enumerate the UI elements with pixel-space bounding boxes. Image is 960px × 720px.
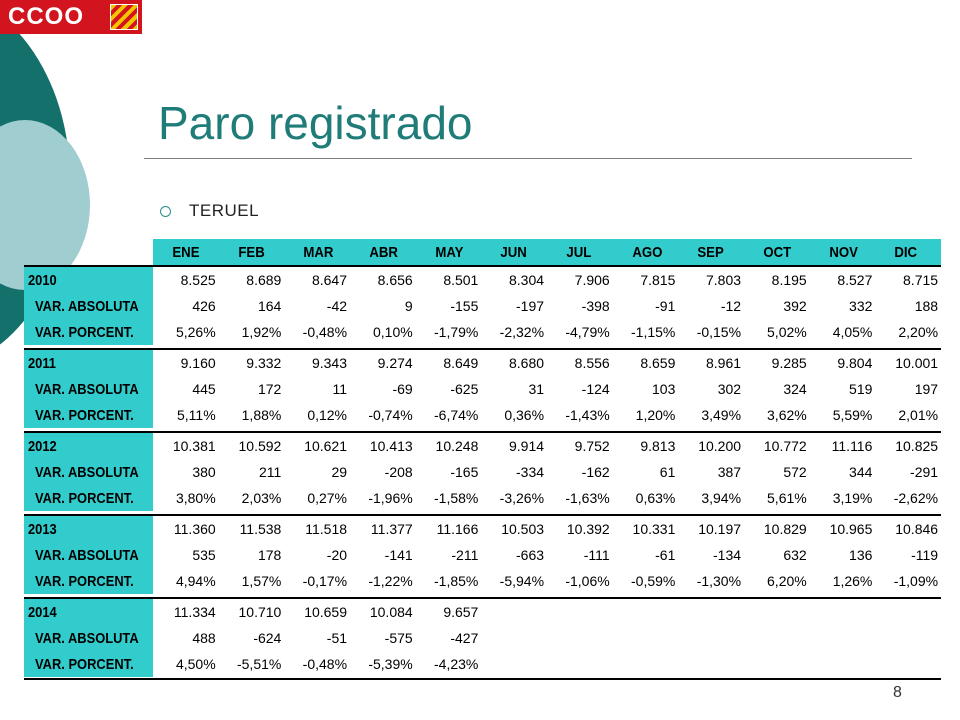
table-cell: 10.621 bbox=[304, 438, 348, 454]
table-cell: 103 bbox=[652, 381, 676, 397]
table-cell: -69 bbox=[392, 381, 413, 397]
row-values bbox=[153, 267, 941, 293]
table-cell: -208 bbox=[384, 464, 413, 480]
table-cell: 387 bbox=[717, 464, 742, 480]
table-cell: 211 bbox=[259, 464, 282, 480]
table-cell: -1,30% bbox=[696, 573, 742, 589]
table-cell: -51 bbox=[326, 630, 348, 646]
row-label-text: VAR. PORCENT. bbox=[35, 489, 134, 507]
table-cell: 7.803 bbox=[706, 272, 742, 288]
row-label bbox=[24, 542, 153, 568]
table-cell: 5,61% bbox=[767, 490, 807, 506]
table-bottom-rule bbox=[24, 678, 941, 680]
table-cell: 11.116 bbox=[831, 438, 873, 454]
table-cell: -663 bbox=[516, 547, 545, 563]
table-cell: -155 bbox=[450, 298, 479, 314]
table-cell bbox=[481, 599, 547, 625]
table-cell: 519 bbox=[849, 381, 873, 397]
row-label-text: VAR. PORCENT. bbox=[35, 406, 134, 424]
table-cell: -0,59% bbox=[631, 573, 676, 589]
table-cell: 10.200 bbox=[698, 438, 742, 454]
table-cell: 8.527 bbox=[837, 272, 873, 288]
table-cell: -5,51% bbox=[236, 656, 282, 672]
table-cell bbox=[613, 651, 679, 677]
table-cell: 2,01% bbox=[898, 407, 939, 423]
table-cell: -2,62% bbox=[893, 490, 939, 506]
table-cell: 1,57% bbox=[241, 573, 282, 589]
table-cell: 9.332 bbox=[246, 355, 282, 371]
table-cell: 8.656 bbox=[377, 272, 413, 288]
row-label bbox=[24, 516, 153, 542]
table-cell bbox=[678, 599, 744, 625]
month-header: ABR bbox=[369, 243, 398, 261]
year-block bbox=[24, 348, 941, 428]
table-cell: 11.518 bbox=[305, 521, 348, 537]
table-cell: -427 bbox=[450, 630, 479, 646]
var-absoluta-row bbox=[24, 459, 941, 485]
month-header: ENE bbox=[172, 243, 200, 261]
row-label-text: VAR. ABSOLUTA bbox=[35, 546, 139, 564]
table-cell: 11.538 bbox=[239, 521, 282, 537]
table-cell bbox=[875, 599, 941, 625]
table-cell: 0,10% bbox=[372, 324, 413, 340]
month-header: JUL bbox=[566, 243, 592, 261]
table-cell: 10.084 bbox=[369, 604, 413, 620]
row-label bbox=[24, 651, 153, 677]
row-label bbox=[24, 350, 153, 376]
month-header: OCT bbox=[763, 243, 792, 261]
table-cell: -3,26% bbox=[499, 490, 545, 506]
var-porcent-row bbox=[24, 402, 941, 428]
table-cell: 10.331 bbox=[632, 521, 676, 537]
table-cell: -5,39% bbox=[368, 656, 413, 672]
row-label bbox=[24, 376, 153, 402]
table-cell: -0,74% bbox=[368, 407, 413, 423]
table-cell: 632 bbox=[783, 547, 807, 563]
table-cell: -4,79% bbox=[565, 324, 610, 340]
row-values bbox=[153, 376, 941, 402]
table-cell: 10.825 bbox=[895, 438, 939, 454]
table-cell: 8.501 bbox=[443, 272, 479, 288]
table-cell: 8.961 bbox=[706, 355, 742, 371]
table-cell bbox=[744, 625, 810, 651]
row-label bbox=[24, 433, 153, 459]
bullet-ring-icon bbox=[160, 206, 171, 217]
table-cell: -0,17% bbox=[302, 573, 348, 589]
table-cell: 0,63% bbox=[635, 490, 676, 506]
table-cell: -4,23% bbox=[434, 656, 479, 672]
table-cell: 10.829 bbox=[763, 521, 807, 537]
var-porcent-row bbox=[24, 485, 941, 511]
table-cell: -1,06% bbox=[565, 573, 610, 589]
table-cell: 3,19% bbox=[832, 490, 873, 506]
table-cell: -119 bbox=[911, 547, 939, 563]
table-cell: -1,43% bbox=[565, 407, 610, 423]
table-cell: -398 bbox=[581, 298, 610, 314]
table-cell: 188 bbox=[914, 298, 939, 314]
row-values bbox=[153, 350, 941, 376]
table-cell: 9.160 bbox=[180, 355, 216, 371]
page-title: Paro registrado bbox=[158, 97, 473, 149]
table-cell bbox=[678, 625, 744, 651]
var-absoluta-row bbox=[24, 293, 941, 319]
month-header: SEP bbox=[697, 243, 725, 261]
table-cell: 9.657 bbox=[443, 604, 479, 620]
table-cell: 8.659 bbox=[640, 355, 676, 371]
row-values bbox=[153, 293, 941, 319]
table-cell: 445 bbox=[192, 381, 216, 397]
table-cell: 8.680 bbox=[508, 355, 545, 371]
table-cell: 10.965 bbox=[829, 521, 873, 537]
table-cell: 0,12% bbox=[307, 407, 348, 423]
row-label-text: VAR. PORCENT. bbox=[35, 572, 134, 590]
row-label-text: 2011 bbox=[28, 354, 56, 372]
row-values bbox=[153, 459, 941, 485]
table-cell: 10.503 bbox=[501, 521, 545, 537]
table-cell: 10.846 bbox=[895, 521, 939, 537]
table-cell: 11.166 bbox=[436, 521, 479, 537]
month-header: JUN bbox=[500, 243, 528, 261]
row-values bbox=[153, 599, 941, 625]
table-cell: 380 bbox=[192, 464, 216, 480]
table-cell: -1,85% bbox=[434, 573, 479, 589]
table-cell: 6,20% bbox=[767, 573, 807, 589]
table-cell: -0,48% bbox=[302, 324, 348, 340]
table-cell: 4,05% bbox=[832, 324, 873, 340]
table-cell: -197 bbox=[516, 298, 545, 314]
table-cell: 3,49% bbox=[701, 407, 742, 423]
table-cell: 11.334 bbox=[173, 604, 216, 620]
table-cell: 8.715 bbox=[903, 272, 939, 288]
table-cell: -42 bbox=[326, 298, 348, 314]
table-cell: 9.813 bbox=[640, 438, 676, 454]
table-cell: -1,22% bbox=[368, 573, 413, 589]
table-cell: 302 bbox=[717, 381, 742, 397]
row-label bbox=[24, 625, 153, 651]
aragon-flag-icon bbox=[110, 4, 138, 30]
table-cell: 7.815 bbox=[640, 272, 676, 288]
row-label bbox=[24, 293, 153, 319]
table-cell: 10.001 bbox=[895, 355, 939, 371]
row-label-text: VAR. ABSOLUTA bbox=[35, 297, 139, 315]
row-label-text: VAR. PORCENT. bbox=[35, 655, 134, 673]
table-cell: 535 bbox=[192, 547, 216, 563]
year-block bbox=[24, 265, 941, 345]
row-values bbox=[153, 542, 941, 568]
table-cell bbox=[547, 599, 613, 625]
table-cell bbox=[810, 599, 876, 625]
table-cell: -575 bbox=[384, 630, 413, 646]
row-label-text: VAR. PORCENT. bbox=[35, 323, 134, 341]
table-cell bbox=[613, 625, 679, 651]
table-cell bbox=[810, 625, 876, 651]
row-label bbox=[24, 568, 153, 594]
table-cell: 3,94% bbox=[701, 490, 742, 506]
var-porcent-row bbox=[24, 568, 941, 594]
year-block bbox=[24, 597, 941, 677]
table-cell: 197 bbox=[914, 381, 939, 397]
table-cell: 10.592 bbox=[238, 438, 282, 454]
bullet-text: TERUEL bbox=[189, 201, 260, 220]
table-cell: 10.413 bbox=[369, 438, 413, 454]
table-cell: 332 bbox=[849, 298, 873, 314]
table-header-row bbox=[153, 239, 941, 265]
table-cell: 61 bbox=[659, 464, 676, 480]
table-cell: 5,26% bbox=[175, 324, 216, 340]
table-cell: -20 bbox=[326, 547, 348, 563]
table-cell: 9.343 bbox=[311, 355, 348, 371]
table-cell: -624 bbox=[253, 630, 282, 646]
table-cell: 10.772 bbox=[763, 438, 807, 454]
row-values bbox=[153, 402, 941, 428]
table-cell: 9.752 bbox=[574, 438, 610, 454]
table-cell: -5,94% bbox=[499, 573, 545, 589]
table-cell: 11.377 bbox=[370, 521, 413, 537]
table-cell: 9.914 bbox=[508, 438, 545, 454]
table-cell: 4,94% bbox=[175, 573, 216, 589]
year-row bbox=[24, 433, 941, 459]
row-values bbox=[153, 516, 941, 542]
table-cell: 1,92% bbox=[241, 324, 282, 340]
table-cell: 11.360 bbox=[173, 521, 216, 537]
var-porcent-row bbox=[24, 319, 941, 345]
month-header: MAR bbox=[303, 243, 334, 261]
table-cell: 10.710 bbox=[238, 604, 282, 620]
table-cell bbox=[744, 651, 810, 677]
table-cell: 10.248 bbox=[435, 438, 479, 454]
row-values bbox=[153, 625, 941, 651]
row-label bbox=[24, 402, 153, 428]
table-cell: 426 bbox=[192, 298, 216, 314]
table-cell: 572 bbox=[783, 464, 807, 480]
table-cell bbox=[547, 651, 613, 677]
table-cell bbox=[875, 651, 941, 677]
year-row bbox=[24, 267, 941, 293]
table-cell: -61 bbox=[655, 547, 676, 563]
table-cell: 172 bbox=[257, 381, 282, 397]
table-cell: 136 bbox=[849, 547, 873, 563]
unemployment-table bbox=[24, 239, 941, 680]
table-cell: 488 bbox=[192, 630, 216, 646]
table-cell: 1,26% bbox=[832, 573, 873, 589]
table-cell: -134 bbox=[713, 547, 742, 563]
table-cell bbox=[613, 599, 679, 625]
table-body bbox=[24, 265, 941, 677]
table-cell: 8.195 bbox=[771, 272, 807, 288]
row-label-text: 2014 bbox=[28, 603, 57, 621]
table-cell: 344 bbox=[849, 464, 873, 480]
table-cell: -0,48% bbox=[302, 656, 348, 672]
var-porcent-row bbox=[24, 651, 941, 677]
row-label bbox=[24, 599, 153, 625]
table-cell: 8.649 bbox=[443, 355, 479, 371]
table-cell: 5,59% bbox=[832, 407, 873, 423]
table-cell: -334 bbox=[516, 464, 545, 480]
table-cell: 2,20% bbox=[898, 324, 939, 340]
title-divider bbox=[144, 158, 912, 159]
table-cell: 2,03% bbox=[241, 490, 282, 506]
year-row bbox=[24, 350, 941, 376]
table-cell: 11 bbox=[332, 381, 348, 397]
table-cell: 10.381 bbox=[172, 438, 216, 454]
table-cell bbox=[875, 625, 941, 651]
table-cell: -1,63% bbox=[565, 490, 610, 506]
table-cell: 392 bbox=[783, 298, 807, 314]
table-cell: -12 bbox=[720, 298, 742, 314]
table-cell: -111 bbox=[583, 547, 610, 563]
row-values bbox=[153, 485, 941, 511]
row-label bbox=[24, 459, 153, 485]
month-header: DIC bbox=[894, 243, 918, 261]
year-row bbox=[24, 599, 941, 625]
table-cell: 3,80% bbox=[175, 490, 216, 506]
table-cell: -141 bbox=[384, 547, 413, 563]
table-cell: -1,58% bbox=[434, 490, 479, 506]
table-cell: -211 bbox=[451, 547, 479, 563]
row-values bbox=[153, 568, 941, 594]
month-header: AGO bbox=[632, 243, 663, 261]
row-label-text: 2010 bbox=[28, 271, 57, 289]
month-header: NOV bbox=[829, 243, 858, 261]
table-cell: -1,96% bbox=[368, 490, 413, 506]
table-cell: 9 bbox=[404, 298, 413, 314]
table-cell bbox=[810, 651, 876, 677]
table-cell: 9.285 bbox=[771, 355, 807, 371]
table-cell: 4,50% bbox=[175, 656, 216, 672]
row-values bbox=[153, 433, 941, 459]
bullet-item bbox=[160, 201, 259, 221]
table-cell: 7.906 bbox=[574, 272, 610, 288]
table-cell: -1,09% bbox=[893, 573, 939, 589]
month-header: FEB bbox=[238, 243, 265, 261]
table-cell: 8.556 bbox=[574, 355, 610, 371]
table-cell: 324 bbox=[783, 381, 807, 397]
year-block bbox=[24, 514, 941, 594]
row-label bbox=[24, 319, 153, 345]
table-cell: -124 bbox=[581, 381, 610, 397]
ccoo-logo bbox=[0, 0, 142, 34]
table-cell: -6,74% bbox=[434, 407, 479, 423]
month-header: MAY bbox=[435, 243, 464, 261]
table-cell: 9.274 bbox=[377, 355, 413, 371]
table-cell: 9.804 bbox=[837, 355, 873, 371]
row-label-text: 2012 bbox=[28, 437, 57, 455]
table-cell: -625 bbox=[450, 381, 479, 397]
table-cell: 31 bbox=[528, 381, 545, 397]
var-absoluta-row bbox=[24, 376, 941, 402]
table-cell bbox=[678, 651, 744, 677]
table-cell: -291 bbox=[910, 464, 939, 480]
row-label-text: 2013 bbox=[28, 520, 57, 538]
table-cell: 8.525 bbox=[180, 272, 216, 288]
table-cell: 5,02% bbox=[767, 324, 807, 340]
table-cell: 29 bbox=[331, 464, 348, 480]
table-cell: 5,11% bbox=[177, 407, 216, 423]
row-label-text: VAR. ABSOLUTA bbox=[35, 463, 139, 481]
year-row bbox=[24, 516, 941, 542]
table-cell: 0,36% bbox=[504, 407, 545, 423]
table-cell: 10.197 bbox=[698, 521, 742, 537]
table-cell: 1,20% bbox=[635, 407, 676, 423]
table-cell: -1,15% bbox=[631, 324, 676, 340]
logo-text: CCOO bbox=[8, 3, 84, 30]
table-cell: 164 bbox=[257, 298, 282, 314]
table-cell: 1,88% bbox=[241, 407, 282, 423]
table-cell: 3,62% bbox=[767, 407, 807, 423]
table-cell: -91 bbox=[655, 298, 676, 314]
row-label bbox=[24, 267, 153, 293]
table-cell bbox=[547, 625, 613, 651]
table-cell: 10.659 bbox=[304, 604, 348, 620]
page-number: 8 bbox=[893, 684, 902, 701]
row-label bbox=[24, 485, 153, 511]
table-cell: -162 bbox=[581, 464, 610, 480]
table-cell: 8.304 bbox=[508, 272, 545, 288]
table-cell: 10.392 bbox=[566, 521, 610, 537]
table-cell: -2,32% bbox=[499, 324, 545, 340]
var-absoluta-row bbox=[24, 625, 941, 651]
var-absoluta-row bbox=[24, 542, 941, 568]
table-cell: 8.689 bbox=[246, 272, 282, 288]
row-label-text: VAR. ABSOLUTA bbox=[35, 380, 139, 398]
table-cell: 178 bbox=[257, 547, 282, 563]
table-cell: -165 bbox=[450, 464, 479, 480]
row-values bbox=[153, 651, 941, 677]
table-cell: -0,15% bbox=[696, 324, 742, 340]
table-cell bbox=[481, 651, 547, 677]
table-cell bbox=[744, 599, 810, 625]
row-label-text: VAR. ABSOLUTA bbox=[35, 629, 139, 647]
table-cell: 8.647 bbox=[311, 272, 348, 288]
table-cell bbox=[481, 625, 547, 651]
row-values bbox=[153, 319, 941, 345]
table-cell: -1,79% bbox=[434, 324, 479, 340]
table-cell: 0,27% bbox=[307, 490, 348, 506]
year-block bbox=[24, 431, 941, 511]
